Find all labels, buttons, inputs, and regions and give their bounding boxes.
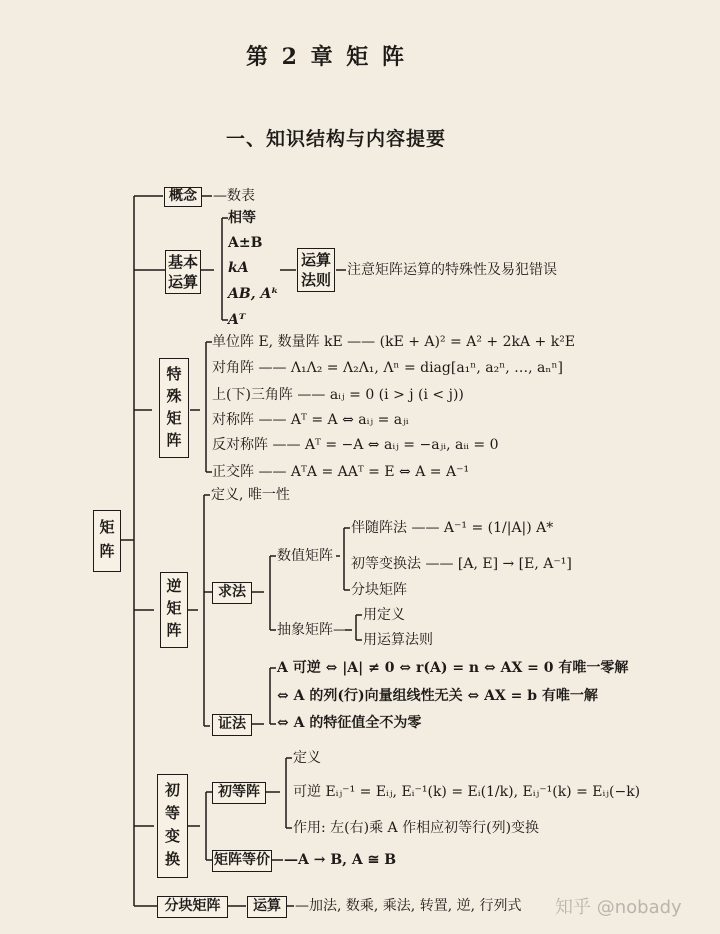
block-ops-label: 运算 [253,898,281,914]
special-item: 对角阵 —— Λ₁Λ₂ = Λ₂Λ₁, Λⁿ = diag[a₁ⁿ, a₂ⁿ, …, aₙⁿ] [212,360,563,376]
concept-desc: —数表 [213,188,255,204]
rules-label-2: 法则 [300,271,331,289]
concept-label: 概念 [169,188,197,204]
block-label: 分块矩阵 [164,898,221,914]
root-label: 矩阵 [99,518,115,560]
inverse-label-1: 逆 [166,577,182,595]
abstract-label-text: 抽象矩阵 [277,622,333,638]
basic-op-item: 相等 [228,210,256,226]
basic-op-item: kA [228,260,249,276]
concept-box [164,187,202,207]
special-item: 上(下)三角阵 —— aᵢⱼ = 0 (i > j (i < j)) [212,387,464,403]
special-label-3: 矩 [166,409,182,427]
numeric-item: 初等变换法 —— [A, E] → [E, A⁻¹] [351,556,572,572]
proof-item: ⇔ A 的特征值全不为零 [277,715,422,731]
block-ops-desc-text: 加法, 数乘, 乘法, 转置, 逆, 行列式 [309,898,522,914]
inverse-label-3: 阵 [166,621,182,639]
basic-op-item: A±B [228,235,263,251]
proof-box [212,714,252,736]
proof-item: A 可逆 ⇔ |A| ≠ 0 ⇔ r(A) = n ⇔ AX = 0 有唯一零解 [277,660,629,676]
block-ops-desc: —加法, 数乘, 乘法, 转置, 逆, 行列式 [295,898,522,914]
rules-label-1: 运算 [300,251,331,269]
abstract-label: 抽象矩阵— [277,622,347,638]
special-label-1: 特 [166,365,182,383]
elementary-label-1: 初 [164,781,180,799]
basic-ops-label-2: 运算 [167,273,198,291]
basic-ops-box [165,250,201,294]
watermark: 知乎 @nobady [555,897,682,918]
numeric-label: 数值矩阵 [277,548,333,564]
basic-op-item: AB, Aᵏ [228,286,279,302]
equiv-desc: —A → B, A ≅ B [284,852,397,868]
equiv-label: 矩阵等价 [214,852,270,868]
block-ops-box [247,896,287,918]
abstract-item: 用定义 [363,607,405,623]
block-box [157,896,228,918]
inverse-label-2: 矩 [166,599,182,617]
methods-box [212,582,252,604]
equiv-box [212,850,272,872]
elem-item: 作用: 左(右)乘 A 作相应初等行(列)变换 [293,820,540,836]
section-title: 一、知识结构与内容提要 [226,128,447,150]
inverse-definition: 定义, 唯一性 [211,487,290,503]
basic-op-item: Aᵀ [228,312,246,328]
elementary-label-3: 变 [164,827,180,845]
elem-matrix-box [212,782,266,804]
special-item: 对称阵 —— Aᵀ = A ⇔ aᵢⱼ = aⱼᵢ [212,412,409,428]
elem-item: 可逆 Eᵢⱼ⁻¹ = Eᵢⱼ, Eᵢ⁻¹(k) = Eᵢ(1/k), Eᵢⱼ⁻¹(k) = Eᵢⱼ(−k) [293,784,641,800]
equiv-desc-text: A → B, A ≅ B [298,852,397,868]
chapter-title: 第 2 章 矩 阵 [246,44,407,70]
rules-box [297,248,335,292]
abstract-item: 用运算法则 [363,632,433,648]
special-box [159,358,189,458]
proof-label: 证法 [218,716,246,732]
special-label-2: 殊 [166,387,182,405]
basic-ops-label-1: 基本 [167,253,198,271]
methods-label: 求法 [218,584,246,600]
concept-desc-text: 数表 [227,188,255,204]
elem-matrix-label: 初等阵 [218,784,260,800]
special-item: 单位阵 E, 数量阵 kE —— (kE + A)² = A² + 2kA + k²E [212,334,576,350]
numeric-item: 伴随阵法 —— A⁻¹ = (1/|A|) A* [351,520,554,536]
elementary-box [157,774,188,878]
special-item: 正交阵 —— AᵀA = AAᵀ = E ⇔ A = A⁻¹ [212,464,470,480]
elementary-label-4: 换 [164,850,180,868]
elem-item: 定义 [293,750,321,766]
numeric-item: 分块矩阵 [351,582,407,598]
proof-item: ⇔ A 的列(行)向量组线性无关 ⇔ AX = b 有唯一解 [277,688,598,704]
rules-desc: 注意矩阵运算的特殊性及易犯错误 [347,262,557,278]
special-label-4: 阵 [166,431,182,449]
root-node [93,510,121,572]
inverse-box [160,572,188,648]
elementary-label-2: 等 [164,804,180,822]
special-item: 反对称阵 —— Aᵀ = −A ⇔ aᵢⱼ = −aⱼᵢ, aᵢᵢ = 0 [212,437,499,453]
